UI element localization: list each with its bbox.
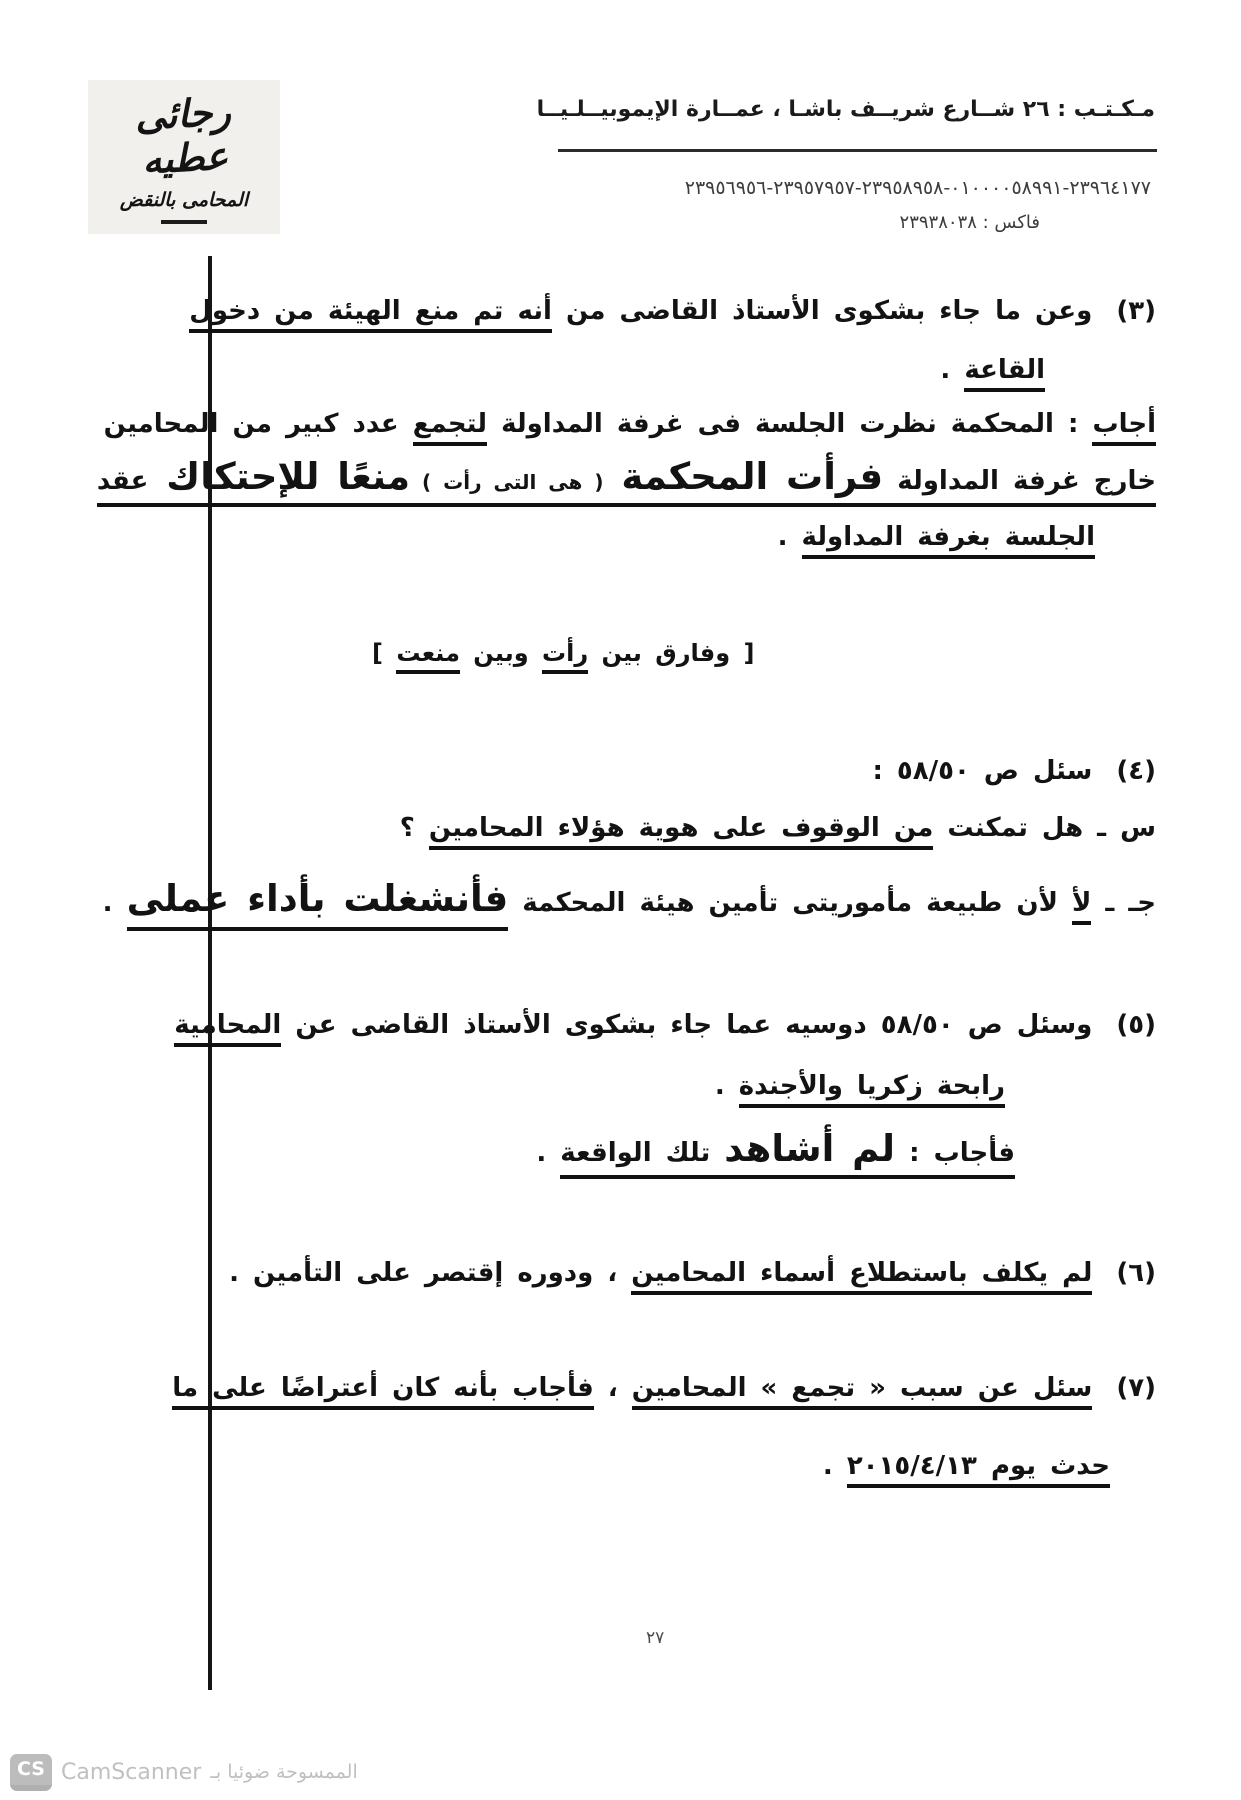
- text-segment: ؟: [399, 813, 429, 843]
- item-number: (٥): [1116, 1010, 1156, 1040]
- underlined-segment: القاعة: [964, 355, 1045, 392]
- logo-calligraphy-name: رجائى عطيه: [133, 89, 232, 183]
- item-7-line-2: [823, 1448, 1110, 1486]
- underlined-segment: لتجمع: [413, 409, 487, 446]
- text-segment: ، ودوره إقتصر على التأمين .: [229, 1258, 632, 1288]
- text-segment: س ـ هل تمكنت: [933, 813, 1156, 843]
- underlined-segment: أنه تم منع الهيئة من دخول: [189, 296, 552, 333]
- office-address: مـكـتـب : ٢٦ شــارع شريــف باشـا ، عمــارة الإيموبيــلـيــا: [536, 97, 1155, 122]
- text-segment: خارج غرفة المداولة: [883, 466, 1156, 496]
- item-3-line-4: [97, 450, 1156, 504]
- item-3-line-5: [778, 519, 1095, 557]
- emphasized-segment: فرأت المحكمة: [603, 455, 884, 498]
- text-segment: .: [940, 355, 965, 385]
- underlined-phrase: [560, 1127, 1015, 1179]
- text-segment: وعن ما جاء بشكوى الأستاذ القاضى من: [551, 296, 1093, 326]
- text-segment: وسئل ص ٥٨/٥٠ دوسيه عما جاء بشكوى الأستاذ القاضى عن: [281, 1010, 1093, 1040]
- text-segment: فأجاب :: [895, 1138, 1015, 1168]
- underlined-segment: الجلسة بغرفة المداولة: [802, 522, 1096, 559]
- item-4-answer-line: [103, 872, 1156, 926]
- fax-number: فاكس : ٢٣٩٣٨٠٣٨: [899, 212, 1040, 233]
- page-number: ٢٧: [646, 1628, 665, 1648]
- underlined-segment: حدث يوم ٢٠١٥/٤/١٣: [847, 1451, 1110, 1488]
- emphasized-underlined-segment: فأنشغلت بأداء عملى: [127, 877, 509, 931]
- underlined-segment: فأجاب بأنه كان أعتراضًا على ما: [172, 1373, 594, 1410]
- text-segment: جـ ـ: [1091, 888, 1156, 918]
- item-4-line-1: [872, 753, 1156, 791]
- item-number: (٤): [1116, 756, 1156, 786]
- underlined-segment: رأت: [542, 639, 588, 674]
- item-5-line-1: [174, 1007, 1156, 1045]
- emphasized-segment: منعًا للإحتكاك: [148, 455, 411, 498]
- text-segment: [ وفارق بين: [588, 639, 755, 667]
- logo-underline-mark: [161, 220, 207, 224]
- scanned-by-text: الممسوحة ضوئيا بـ: [210, 1761, 358, 1783]
- underlined-segment: منعت: [396, 639, 460, 674]
- parenthetical-segment: ( هى التى رأت ): [410, 470, 604, 494]
- underlined-segment: لم يكلف باستطلاع أسماء المحامين: [631, 1258, 1092, 1295]
- underlined-segment: لأ: [1072, 888, 1091, 925]
- item-3-line-3: [104, 406, 1156, 444]
- text-segment: : المحكمة نظرت الجلسة فى غرفة المداولة: [487, 409, 1093, 439]
- text-segment: ،: [593, 1373, 632, 1403]
- underlined-segment: المحامية: [174, 1010, 281, 1047]
- item-3-line-1: [189, 293, 1156, 331]
- text-segment: تلك الواقعة: [560, 1138, 725, 1168]
- text-segment: وبين: [459, 639, 542, 667]
- text-segment: لأن طبيعة مأموريتى تأمين هيئة المحكمة: [508, 888, 1072, 918]
- text-segment: عدد كبير من المحامين: [103, 409, 413, 439]
- item-number: (٣): [1116, 296, 1156, 326]
- item-5-answer-line: [536, 1122, 1015, 1176]
- logo-calligraphy-title: المحامى بالنقض: [119, 189, 249, 211]
- text-segment: ]: [372, 639, 397, 667]
- item-4-question-line: [400, 810, 1156, 848]
- camscanner-logo-icon: CS: [10, 1754, 52, 1791]
- text-segment: .: [102, 888, 127, 918]
- item-3-bracket-note: [372, 636, 755, 671]
- header-divider: [558, 149, 1157, 152]
- emphasized-segment: لم أشاهد: [724, 1127, 896, 1170]
- law-office-logo: [88, 80, 280, 234]
- item-5-line-2: [715, 1068, 1005, 1106]
- underlined-segment: أجاب: [1092, 409, 1156, 446]
- item-7-line-1: [172, 1370, 1156, 1408]
- item-number: (٧): [1116, 1373, 1156, 1403]
- item-6-line-1: [229, 1255, 1156, 1293]
- underlined-phrase: [96, 455, 1156, 507]
- camscanner-brand-text: CamScanner: [61, 1759, 202, 1785]
- camscanner-watermark: [10, 1750, 358, 1794]
- text-segment: .: [536, 1138, 561, 1168]
- phone-numbers: ٢٣٩٦٤١٧٧-٠١٠٠٠٠٥٨٩٩١-٢٣٩٥٨٩٥٨-٢٣٩٥٧٩٥٧-٢٣٩٥٦٩٥٦: [684, 177, 1151, 199]
- text-segment: سئل ص ٥٨/٥٠ :: [872, 756, 1093, 786]
- underlined-segment: رابحة زكريا والأجندة: [739, 1071, 1005, 1108]
- underlined-segment: من الوقوف على هوية هؤلاء المحامين: [429, 813, 934, 850]
- text-segment: .: [777, 522, 802, 552]
- text-segment: عقد: [96, 466, 149, 496]
- text-segment: .: [822, 1451, 847, 1481]
- text-segment: .: [714, 1071, 739, 1101]
- underlined-segment: سئل عن سبب « تجمع » المحامين: [632, 1373, 1093, 1410]
- item-number: (٦): [1116, 1258, 1156, 1288]
- item-3-line-2: [940, 352, 1045, 390]
